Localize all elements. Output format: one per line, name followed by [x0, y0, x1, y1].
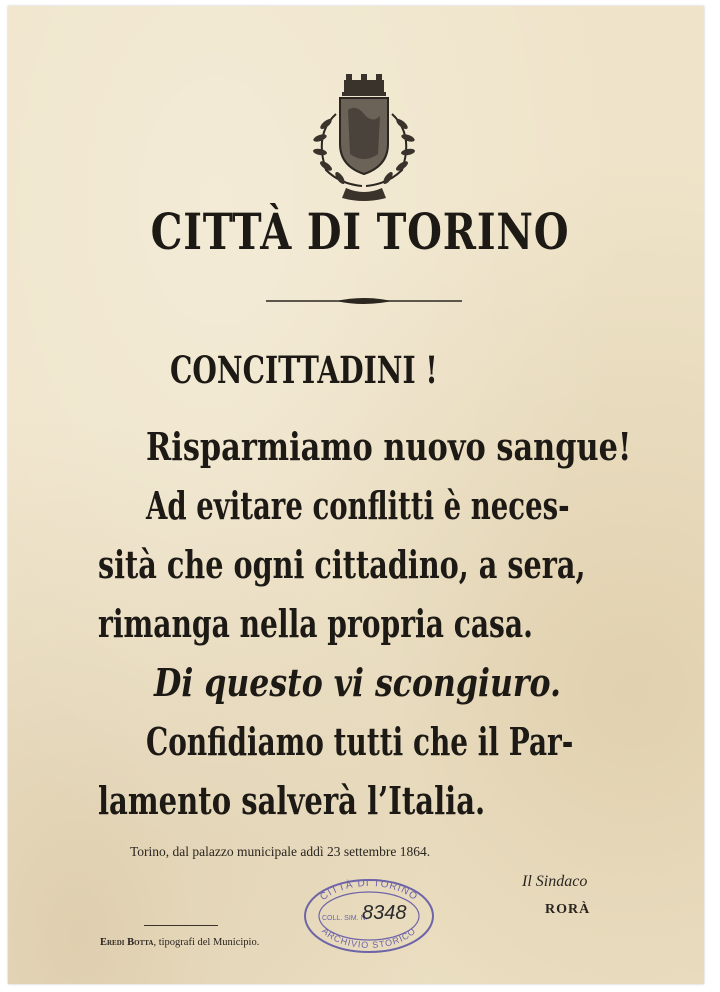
stamp-label: COLL. SIM. N.: [322, 915, 368, 922]
body-line: Ad evitare conflitti è neces-: [146, 483, 570, 528]
printer-rest: , tipografi del Municipio.: [153, 937, 260, 948]
poster-title: CITTÀ DI TORINO: [150, 202, 570, 261]
body-line: Risparmiamo nuovo sangue!: [146, 424, 632, 469]
body-line-italic: Di questo vi scongiuro.: [154, 660, 561, 705]
coat-of-arms-icon: [296, 74, 432, 204]
printer-rule: [144, 925, 218, 926]
stamp-top-text: CITTÀ DI TORINO: [318, 877, 420, 904]
body-line: lamento salverà l’Italia.: [98, 778, 486, 823]
printer-name: Eredi Botta: [100, 937, 154, 948]
stamp-bottom-text: ARCHIVIO STORICO: [320, 925, 418, 951]
body-line: rimanga nella propria casa.: [98, 601, 533, 646]
body-line: sità che ogni cittadino, a sera,: [98, 542, 586, 587]
body-line: Confidiamo tutti che il Par-: [146, 719, 574, 764]
date-line: Torino, dal palazzo municipale addì 23 settembre 1864.: [130, 844, 431, 859]
printer-credit: [100, 937, 259, 948]
stamp-number: 8348: [362, 902, 407, 924]
signature-name: RORÀ: [545, 902, 591, 917]
ornamental-divider: [266, 296, 462, 306]
signature-title: Il Sindaco: [522, 873, 588, 890]
greeting-heading: CONCITTADINI !: [170, 348, 438, 392]
